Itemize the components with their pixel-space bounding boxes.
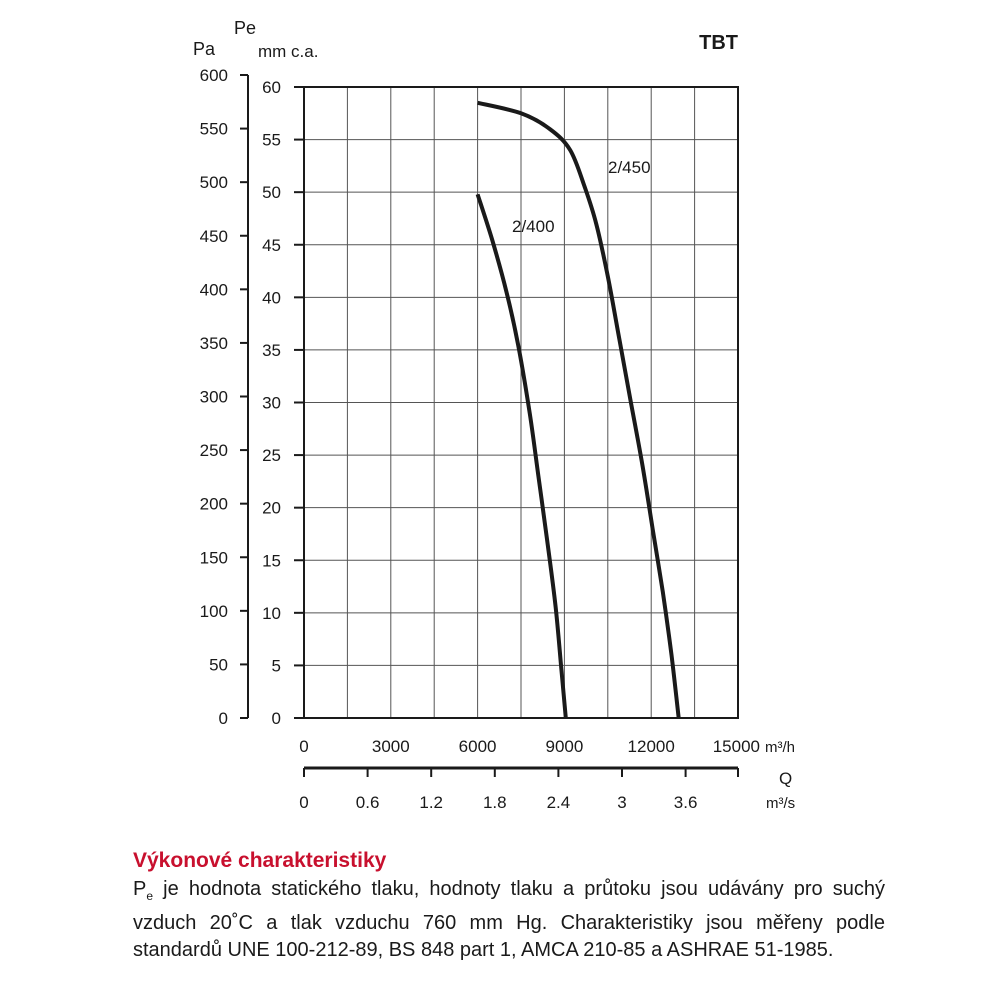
pa-tick-label: 300 <box>199 387 228 407</box>
pa-tick-label: 200 <box>199 494 228 514</box>
mmca-tick-label: 35 <box>262 340 281 360</box>
x-tick-label-m3s: 0.6 <box>355 793 380 812</box>
chart-title: TBT <box>699 32 738 54</box>
x-tick-label-m3h: 0 <box>299 737 309 756</box>
curve-label-2-450: 2/450 <box>608 158 651 177</box>
x-tick-label-m3s: 1.8 <box>482 793 507 812</box>
pe-subscript: e <box>146 889 154 903</box>
mmca-tick-label: 0 <box>271 709 281 728</box>
x-tick-label-m3h: 12000 <box>627 737 675 756</box>
x-tick-label-m3s: 2.4 <box>546 793 571 812</box>
x-tick-label-m3h: 9000 <box>545 737 584 756</box>
x-tick-label-m3h: 6000 <box>458 737 497 756</box>
pa-tick-label: 400 <box>199 280 228 300</box>
pa-tick-label: 150 <box>199 548 228 568</box>
mmca-tick-label: 50 <box>262 183 281 203</box>
x-tick-label-m3s: 3 <box>617 793 627 812</box>
pa-tick-label: 500 <box>199 173 228 193</box>
x-unit-m3h: m³/h <box>765 739 795 756</box>
pa-tick-label: 0 <box>218 709 228 728</box>
pa-tick-label: 550 <box>199 119 228 139</box>
pe-axis-symbol: Pe <box>234 18 257 38</box>
mmca-tick-label: 25 <box>262 446 281 466</box>
pa-axis-label: Pa <box>193 39 216 59</box>
x-unit-m3s: m³/s <box>766 795 796 812</box>
mmca-tick-label: 20 <box>262 498 281 518</box>
x-tick-label-m3s: 1.2 <box>419 793 444 812</box>
mmca-tick-label: 40 <box>262 288 281 308</box>
pe-symbol: P <box>133 878 147 900</box>
curve-label-2-400: 2/400 <box>512 217 555 236</box>
x-tick-label-m3s: 3.6 <box>673 793 698 812</box>
mmca-tick-label: 15 <box>262 551 281 571</box>
pa-tick-label: 50 <box>209 655 228 675</box>
mmca-tick-label: 60 <box>262 78 281 97</box>
mmca-tick-label: 10 <box>262 603 281 623</box>
x-tick-label-m3s: 0 <box>299 793 309 812</box>
pa-tick-label: 600 <box>199 66 228 85</box>
mmca-tick-label: 5 <box>271 656 281 676</box>
mmca-tick-label: 45 <box>262 235 281 255</box>
pa-tick-label: 100 <box>199 601 228 621</box>
pa-tick-label: 350 <box>199 333 228 353</box>
x-tick-label-m3h: 3000 <box>371 737 410 756</box>
description-text: je hodnota statického tlaku, hodnoty tlaku a průtoku jsou udávány pro suchý vzduch 20˚C a tlak vzduchu 760 mm Hg. Charakteristiky jsou měřeny podle standardů UNE 100-212-89, BS 848 part 1, AMCA 210-85 a ASHRAE 51-1985. <box>133 878 885 961</box>
description-title: Výkonové charakteristiky <box>133 849 387 872</box>
x-tick-label-m3h: 15000 <box>712 737 760 756</box>
curve-2-450 <box>478 103 679 718</box>
x-axis-symbol: Q <box>779 769 793 788</box>
pa-tick-label: 450 <box>199 226 228 246</box>
description-body <box>133 876 885 964</box>
description-block <box>133 848 885 964</box>
curve-2-400 <box>478 194 566 718</box>
mmca-tick-label: 55 <box>262 130 281 150</box>
mmca-axis-label: mm c.a. <box>258 42 319 61</box>
mmca-tick-label: 30 <box>262 393 281 413</box>
pa-tick-label: 250 <box>199 441 228 461</box>
